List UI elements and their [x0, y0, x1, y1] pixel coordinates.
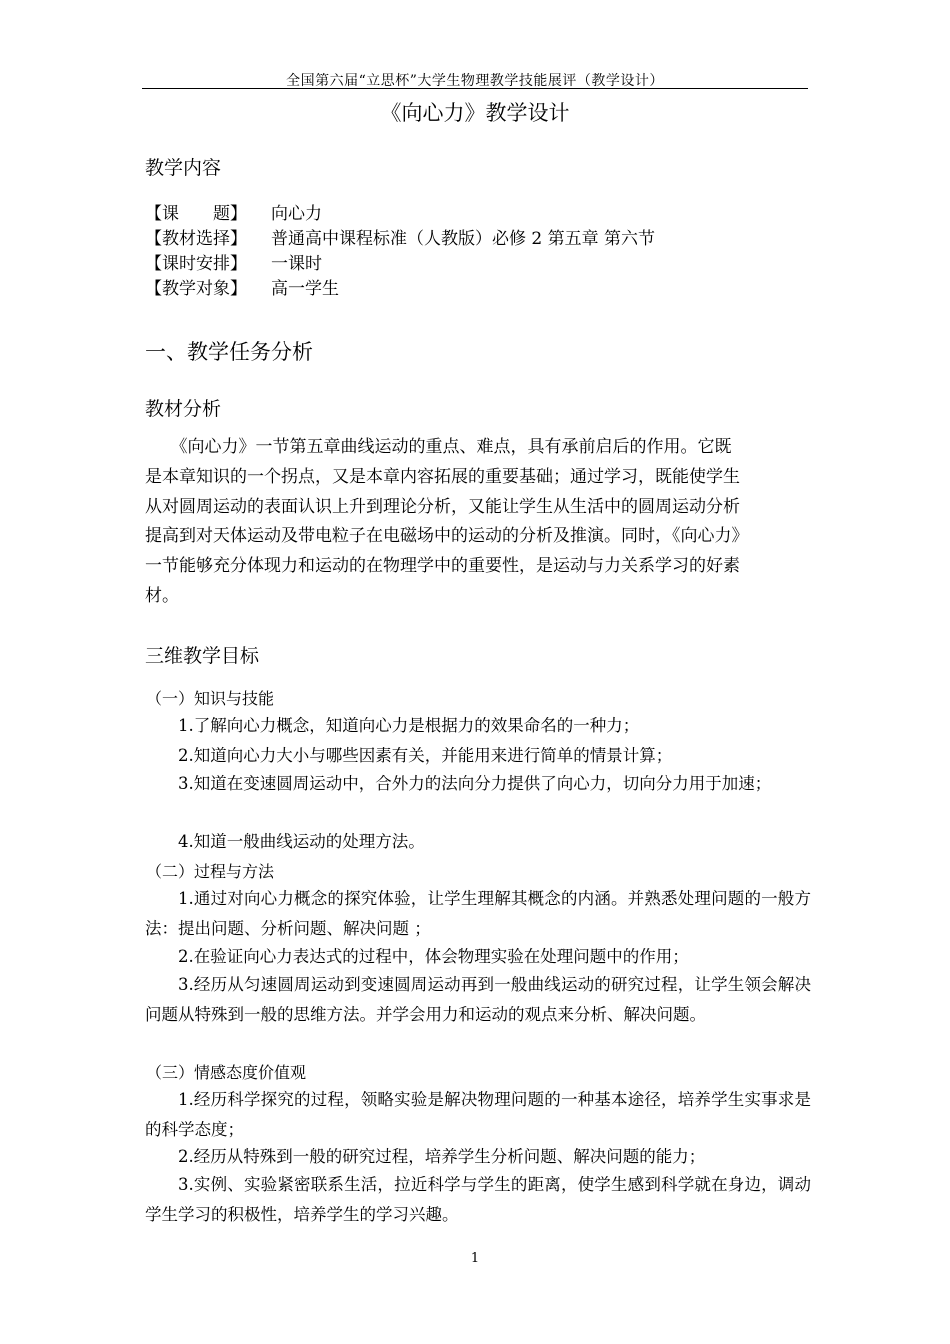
paragraph-line: 材。	[145, 585, 179, 606]
goal-item: 3.实例、实验紧密联系生活，拉近科学与学生的距离，使学生感到科学就在身边，调动学生学习的积极性，培养学生的学习兴趣。	[145, 1175, 811, 1224]
paragraph-line: 是本章知识的一个拐点，又是本章内容拓展的重要基础；通过学习，既能使学生	[145, 466, 740, 487]
meta-row-topic	[145, 199, 322, 224]
header-rule	[142, 88, 808, 89]
meta-value: 普通高中课程标准（人教版）必修 2 第五章 第六节	[271, 229, 656, 249]
goal-item: 3.知道在变速圆周运动中，合外力的法向分力提供了向心力，切向分力用于加速；	[178, 774, 772, 793]
goal-group-title: （三）情感态度价值观	[146, 1063, 307, 1082]
goal-item: 3.经历从匀速圆周运动到变速圆周运动再到一般曲线运动的研究过程，让学生领会解决问题从特殊到一般的思维方法。并学会用力和运动的观点来分析、解决问题。	[145, 975, 811, 1024]
goal-item: 1.了解向心力概念，知道向心力是根据力的效果命名的一种力；	[178, 716, 640, 735]
paragraph-line: 提高到对天体运动及带电粒子在电磁场中的运动的分析及推演。同时，《向心力》	[145, 526, 749, 547]
meta-key: 【教材选择】	[145, 229, 247, 249]
section-heading-content: 教学内容	[145, 157, 222, 179]
meta-value: 向心力	[271, 204, 322, 224]
goal-item: 4.知道一般曲线运动的处理方法。	[178, 832, 425, 851]
goal-item: 2.在验证向心力表达式的过程中，体会物理实验在处理问题中的作用；	[178, 947, 689, 966]
page-number: 1	[470, 1251, 480, 1266]
meta-value: 高一学生	[271, 279, 339, 299]
meta-value: 一课时	[271, 254, 322, 274]
paragraph-line: 从对圆周运动的表面认识上升到理论分析，又能让学生从生活中的圆周运动分析	[145, 496, 740, 517]
meta-row-textbook	[145, 224, 655, 249]
goal-item: 1.通过对向心力概念的探究体验，让学生理解其概念的内涵。并熟悉处理问题的一般方法：提出问题、分析问题、解决问题 ；	[145, 889, 811, 938]
goal-item: 1.经历科学探究的过程，领略实验是解决物理问题的一种基本途径，培养学生实事求是的科学态度；	[145, 1090, 811, 1139]
document-title: 《向心力》教学设计	[380, 101, 570, 125]
running-header: 全国第六届“立思杯”大学生物理教学技能展评（教学设计）	[286, 73, 664, 89]
paragraph-line: 一节能够充分体现力和运动的在物理学中的重要性，是运动与力关系学习的好素	[145, 556, 740, 577]
meta-row-schedule	[145, 249, 322, 274]
meta-row-audience	[145, 274, 339, 299]
goal-group-title: （一）知识与技能	[146, 689, 275, 708]
subsection-heading-goals: 三维教学目标	[145, 645, 260, 667]
textbook-analysis-paragraph	[145, 433, 811, 612]
meta-key: 【教学对象】	[145, 279, 247, 299]
goal-item: 2.知道向心力大小与哪些因素有关，并能用来进行简单的情景计算；	[178, 746, 673, 765]
section-heading-task-analysis: 一、教学任务分析	[145, 340, 313, 364]
paragraph-line: 《向心力》一节第五章曲线运动的重点、难点，具有承前启后的作用。它既	[145, 437, 732, 457]
subsection-heading-textbook: 教材分析	[145, 398, 222, 420]
goal-item: 2.经历从特殊到一般的研究过程，培养学生分析问题、解决问题的能力；	[178, 1147, 706, 1166]
meta-key: 【课 题】	[145, 204, 247, 224]
meta-key: 【课时安排】	[145, 254, 247, 274]
goal-group-title: （二）过程与方法	[146, 862, 275, 881]
